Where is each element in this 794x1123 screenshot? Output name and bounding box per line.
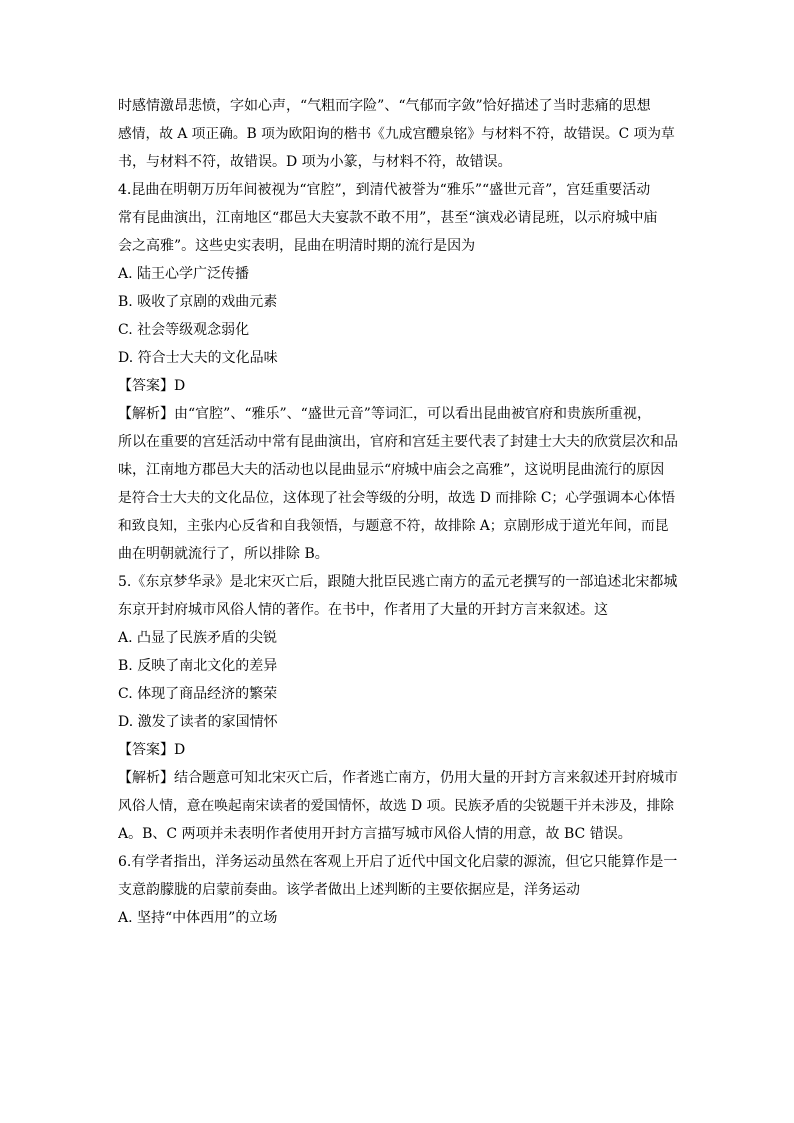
text-line: 书，与材料不符，故错误。D 项为小篆，与材料不符，故错误。 [118, 154, 512, 170]
text-line: 所以在重要的宫廷活动中常有昆曲演出，官府和宫廷主要代表了封建士大夫的欣赏层次和品 [118, 434, 678, 450]
text-line: 常有昆曲演出，江南地区“郡邑大夫宴款不敢不用”，甚至“演戏必请昆班，以示府城中庙 [118, 210, 658, 226]
text-line: 味，江南地方郡邑大夫的活动也以昆曲显示“府城中庙会之高雅”，这说明昆曲流行的原因 [118, 462, 665, 478]
text-line: 感情，故 A 项正确。B 项为欧阳询的楷书《九成宫醴泉铭》与材料不符，故错误。C 项为草 [118, 126, 675, 142]
text-line: 东京开封府城市风俗人情的著作。在书中，作者用了大量的开封方言来叙述。这 [118, 602, 608, 618]
question-5-option-d: D. 激发了读者的家国情怀 [118, 714, 278, 730]
question-5-option-b: B. 反映了南北文化的差异 [118, 658, 278, 674]
question-5-answer: 【答案】D [118, 742, 186, 758]
text-line: 和致良知，主张内心反省和自我领悟，与题意不符，故排除 A；京剧形成于道光年间，而昆 [118, 518, 669, 534]
question-4-option-c: C. 社会等级观念弱化 [118, 322, 250, 338]
question-4-option-b: B. 吸收了京剧的戏曲元素 [118, 294, 278, 310]
text-line: 是符合士大夫的文化品位，这体现了社会等级的分明，故选 D 而排除 C；心学强调本心体悟 [118, 490, 676, 506]
question-5-stem: 5.《东京梦华录》是北宋灭亡后，跟随大批臣民逃亡南方的孟元老撰写的一部追述北宋都城 [118, 574, 678, 590]
text-line: 时感情激昂悲愤，字如心声，“气粗而字险”、“气郁而字敛”恰好描述了当时悲痛的思想 [118, 98, 651, 114]
text-line: 会之高雅”。这些史实表明，昆曲在明清时期的流行是因为 [118, 238, 476, 254]
question-4-analysis: 【解析】由“官腔”、“雅乐”、“盛世元音”等词汇，可以看出昆曲被官府和贵族所重视， [118, 406, 651, 422]
text-line: 曲在明朝就流行了，所以排除 B。 [118, 546, 329, 562]
question-6-stem: 6.有学者指出，洋务运动虽然在客观上开启了近代中国文化启蒙的源流，但它只能算作是一 [118, 854, 678, 870]
text-line: 风俗人情，意在唤起南宋读者的爱国情怀，故选 D 项。民族矛盾的尖锐题干并未涉及，排除 [118, 798, 675, 814]
text-line: 支意韵朦胧的启蒙前奏曲。该学者做出上述判断的主要依据应是，洋务运动 [118, 882, 580, 898]
text-line: A。B、C 两项并未表明作者使用开封方言描写城市风俗人情的用意，故 BC 错误。 [118, 826, 632, 842]
question-4-stem: 4.昆曲在明朝万历年间被视为“官腔”，到清代被誉为“雅乐”“盛世元音”，宫廷重要活动 [118, 182, 651, 198]
question-5-analysis: 【解析】结合题意可知北宋灭亡后，作者逃亡南方，仍用大量的开封方言来叙述开封府城市 [118, 770, 678, 786]
question-6-option-a: A. 坚持“中体西用”的立场 [118, 910, 278, 926]
question-4-option-a: A. 陆王心学广泛传播 [118, 266, 250, 282]
question-5-option-c: C. 体现了商品经济的繁荣 [118, 686, 278, 702]
document-body [118, 92, 678, 932]
question-4-option-d: D. 符合士大夫的文化品味 [118, 350, 278, 366]
question-4-answer: 【答案】D [118, 378, 186, 394]
question-5-option-a: A. 凸显了民族矛盾的尖锐 [118, 630, 278, 646]
